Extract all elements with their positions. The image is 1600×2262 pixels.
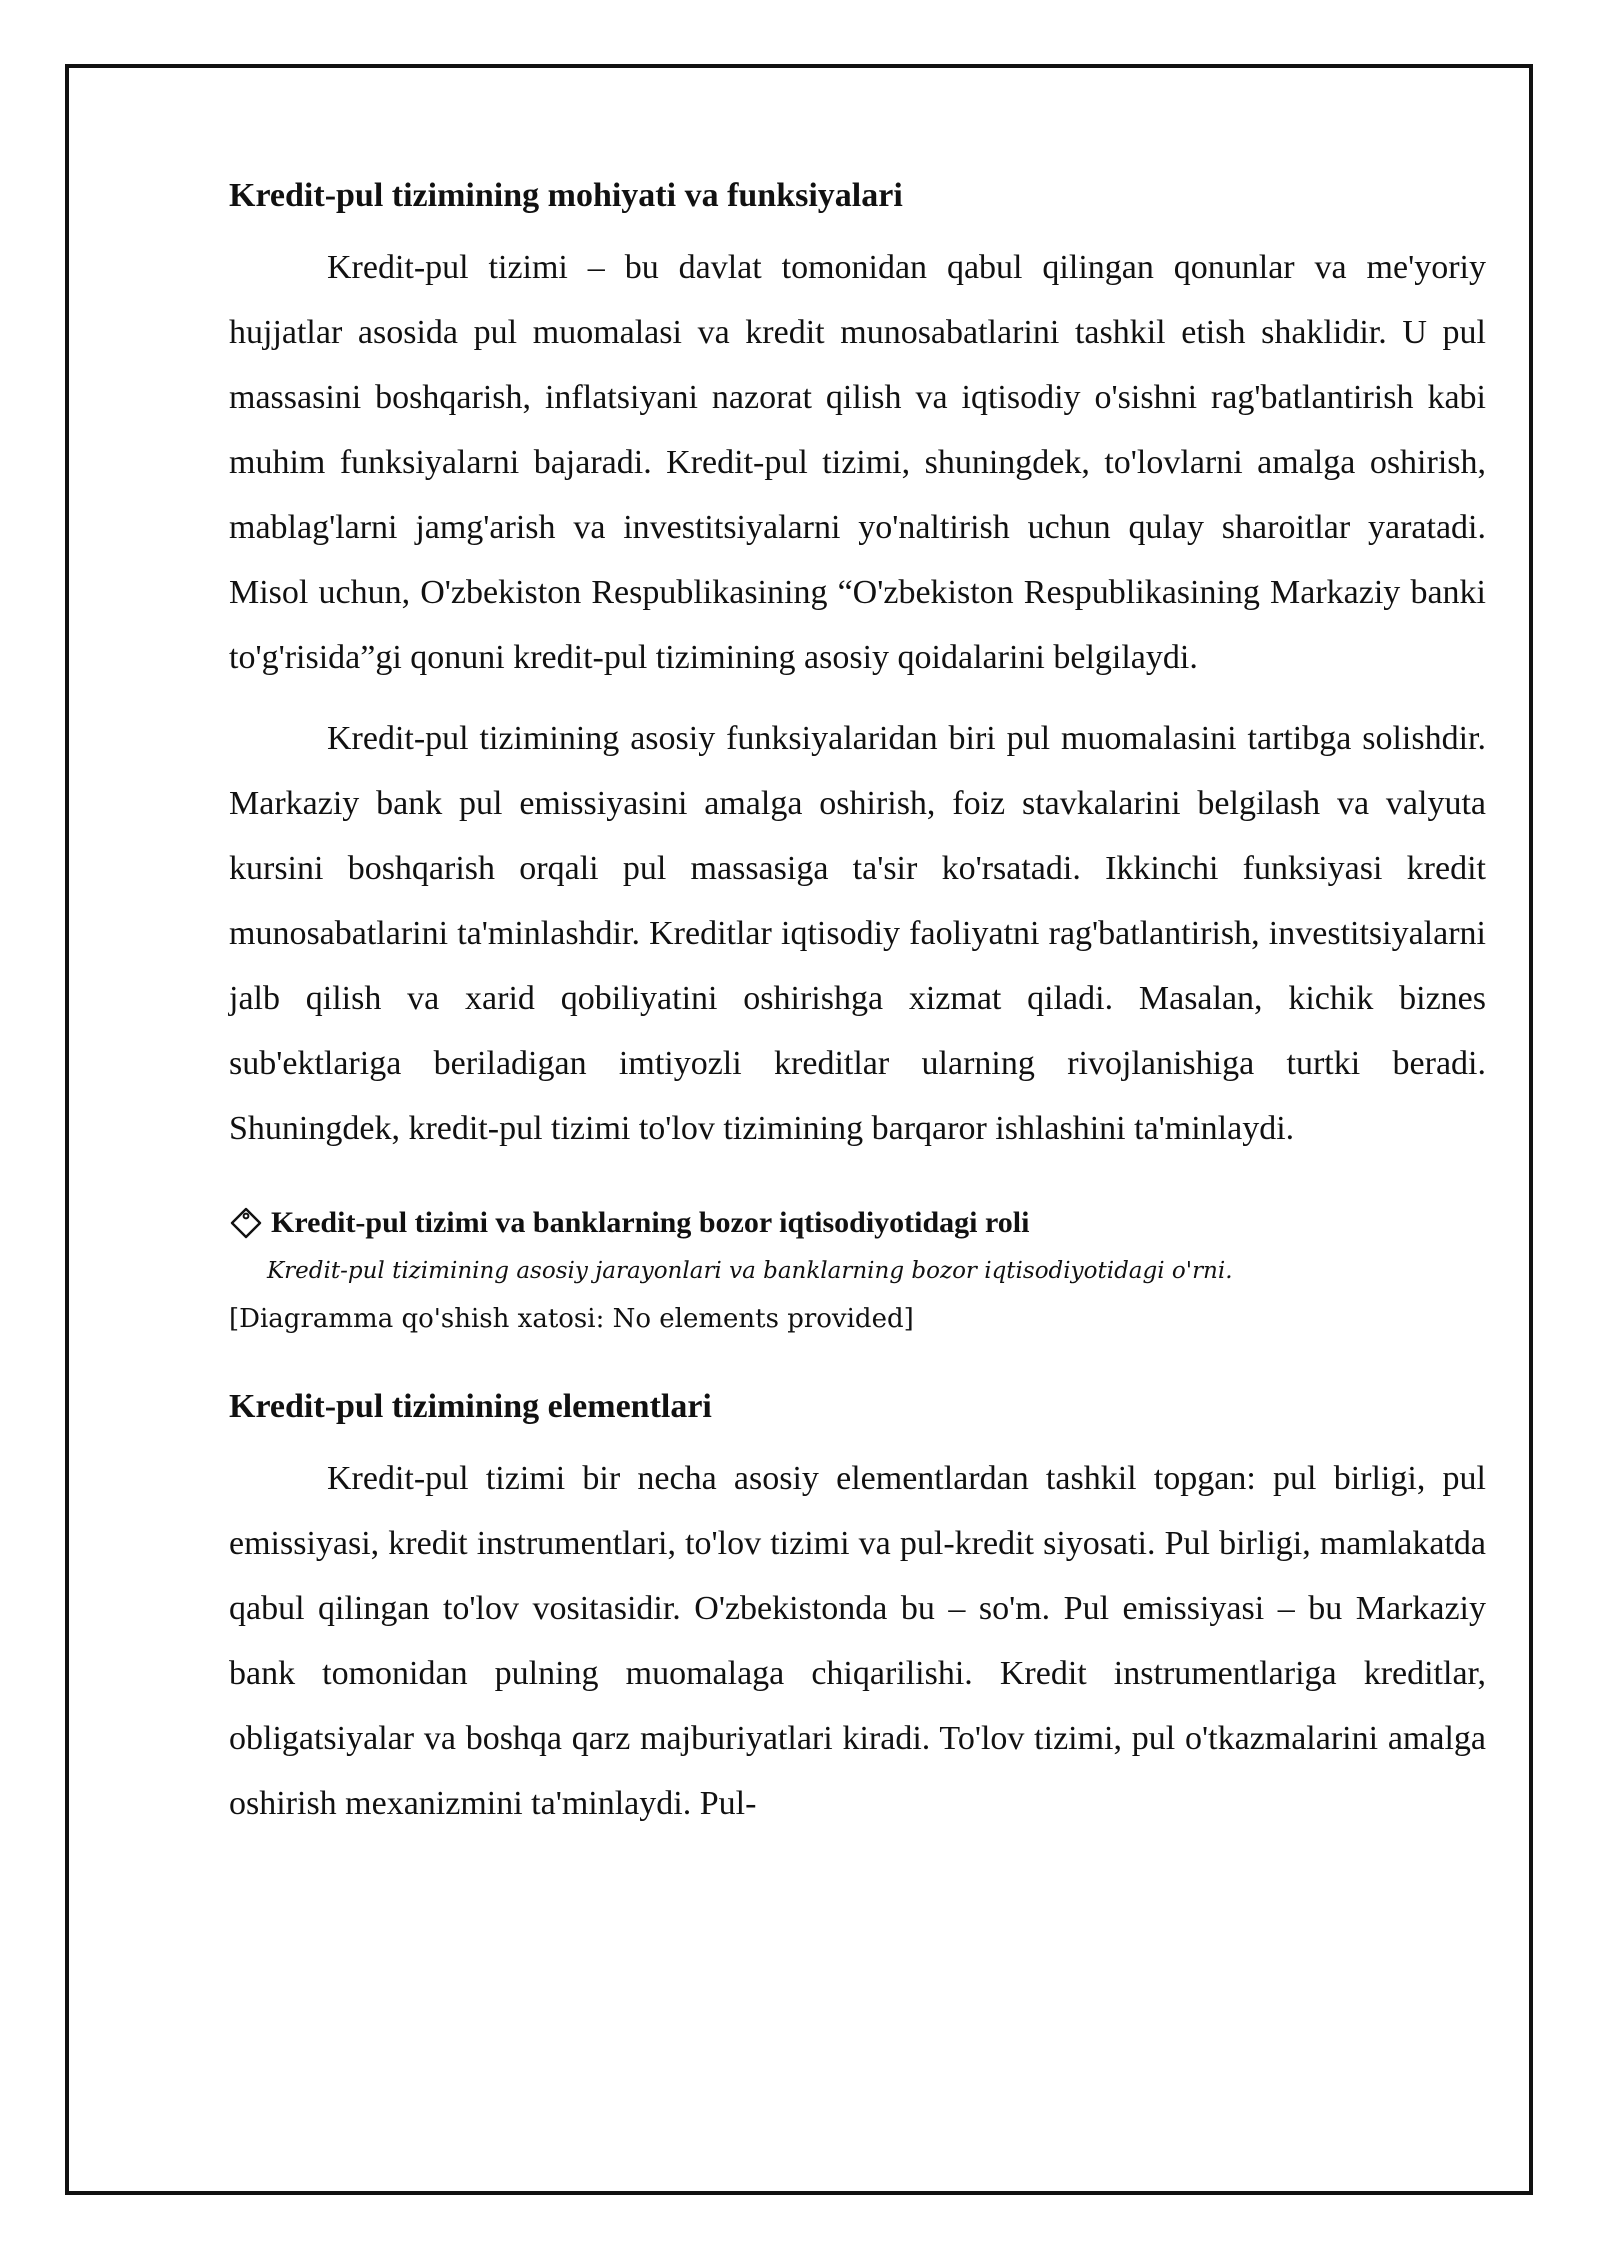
document-body — [229, 172, 1486, 1852]
diagram-error-message: [Diagramma qo'shish xatosi: No elements provided] — [229, 1304, 914, 1334]
figure-title — [229, 1201, 1486, 1245]
section-heading: Kredit-pul tizimining mohiyati va funksiyalari — [229, 177, 903, 214]
paragraph: Kredit-pul tizimi – bu davlat tomonidan qabul qilingan qonunlar va me'yoriy hujjatlar asosida pul muomalasi va kredit munosabatlarini tashkil etish shaklidir. U pul massasini boshqarish, inflatsiyani nazorat qilish va iqtisodiy o'sishni rag'batlantirish kabi muhim funksiyalarni bajaradi. Kredit-pul tizimi, shuningdek, to'lovlarni amalga oshirish, mablag'larni jamg'arish va investitsiyalarni yo'naltirish uchun qulay sharoitlar yaratadi. Misol uchun, O'zbekiston Respublikasining “O'zbekiston Respublikasining Markaziy banki to'g'risida”gi qonuni kredit-pul tizimining asosiy qoidalarini belgilaydi. — [229, 249, 1486, 676]
figure-title-text: Kredit-pul tizimi va banklarning bozor iqtisodiyotidagi roli — [271, 1206, 1030, 1239]
section-heading: Kredit-pul tizimining elementlari — [229, 1388, 712, 1425]
figure-caption: Kredit-pul tizimining asosiy jarayonlari va banklarning bozor iqtisodiyotidagi o'rni. — [267, 1258, 1233, 1284]
paragraph: Kredit-pul tizimining asosiy funksiyalaridan biri pul muomalasini tartibga solishdir. Markaziy bank pul emissiyasini amalga oshirish, foiz stavkalarini belgilash va valyuta kursini boshqarish orqali pul massasiga ta'sir ko'rsatadi. Ikkinchi funksiyasi kredit munosabatlarini ta'minlashdir. Kreditlar iqtisodiy faoliyatni rag'batlantirish, investitsiyalarni jalb qilish va xarid qobiliyatini oshirishga xizmat qiladi. Masalan, kichik biznes sub'ektlariga beriladigan imtiyozli kreditlar ularning rivojlanishiga turtki beradi. Shuningdek, kredit-pul tizimi to'lov tizimining barqaror ishlashini ta'minlaydi. — [229, 720, 1486, 1147]
tag-icon — [229, 1206, 263, 1240]
paragraph: Kredit-pul tizimi bir necha asosiy elementlardan tashkil topgan: pul birligi, pul emissiyasi, kredit instrumentlari, to'lov tizimi va pul-kredit siyosati. Pul birligi, mamlakatda qabul qilingan to'lov vositasidir. O'zbekistonda bu – so'm. Pul emissiyasi – bu Markaziy bank tomonidan pulning muomalaga chiqarilishi. Kredit instrumentlariga kreditlar, obligatsiyalar va boshqa qarz majburiyatlari kiradi. To'lov tizimi, pul o'tkazmalarini amalga oshirish mexanizmini ta'minlaydi. Pul- — [229, 1460, 1486, 1822]
